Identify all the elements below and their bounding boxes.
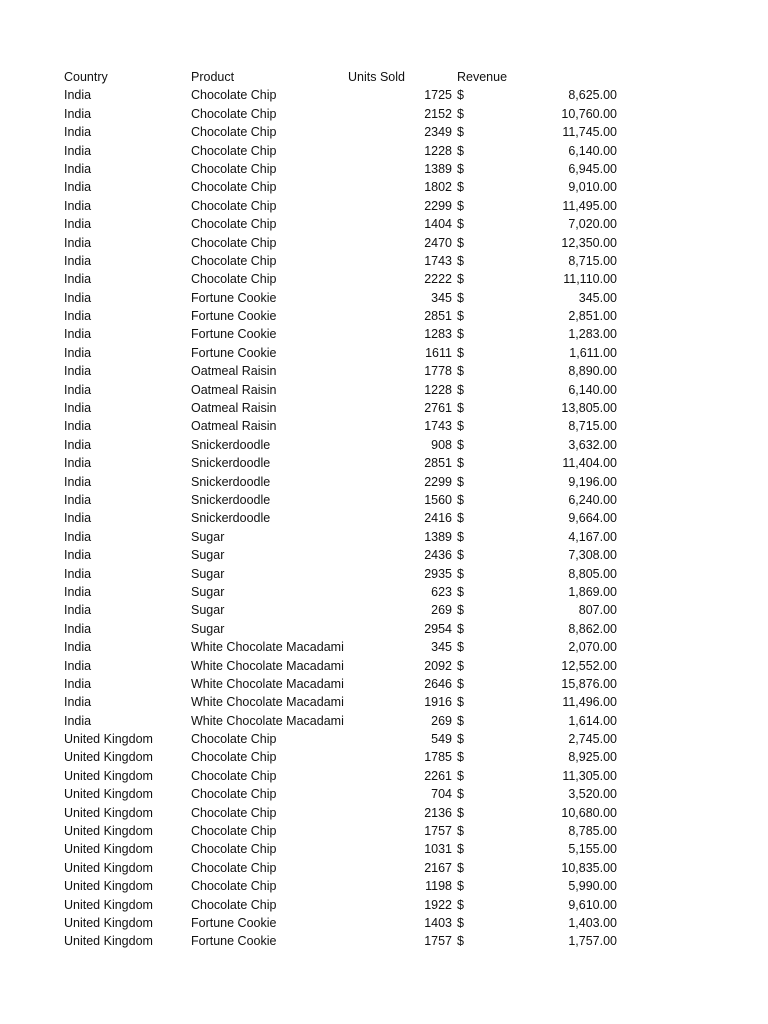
table-row	[0, 840, 768, 858]
product-cell: Chocolate Chip	[191, 879, 277, 894]
table-row	[0, 215, 768, 233]
currency-symbol: $	[457, 235, 464, 250]
currency-symbol: $	[457, 88, 464, 103]
units-sold-cell: 2935	[424, 566, 452, 581]
product-cell: Sugar	[191, 621, 225, 636]
revenue-amount-cell: 1,611.00	[569, 345, 617, 360]
table-row	[0, 325, 768, 343]
table-row	[0, 712, 768, 730]
revenue-amount-cell: 7,020.00	[568, 217, 617, 232]
country-cell: India	[64, 529, 92, 544]
revenue-amount-cell: 10,680.00	[561, 805, 617, 820]
table-row	[0, 546, 768, 564]
revenue-amount-cell: 15,876.00	[561, 676, 617, 691]
product-cell: Fortune Cookie	[191, 915, 277, 930]
product-cell: Sugar	[191, 566, 225, 581]
units-sold-cell: 2851	[424, 456, 452, 471]
units-sold-cell: 2261	[424, 768, 452, 783]
currency-symbol: $	[457, 529, 464, 544]
table-row	[0, 785, 768, 803]
product-cell: Chocolate Chip	[191, 842, 277, 857]
product-cell: Chocolate Chip	[191, 88, 277, 103]
revenue-amount-cell: 8,890.00	[568, 364, 617, 379]
currency-symbol: $	[457, 364, 464, 379]
revenue-amount-cell: 1,403.00	[568, 915, 617, 930]
revenue-amount-cell: 8,805.00	[568, 566, 617, 581]
product-cell: Snickerdoodle	[191, 474, 271, 489]
currency-symbol: $	[457, 713, 464, 728]
units-sold-cell: 2092	[424, 658, 452, 673]
table-row	[0, 123, 768, 141]
revenue-amount-cell: 11,404.00	[562, 456, 617, 471]
table-row	[0, 767, 768, 785]
table-row	[0, 693, 768, 711]
units-sold-cell: 2954	[424, 621, 452, 636]
table-row	[0, 362, 768, 380]
table-row	[0, 270, 768, 288]
units-sold-cell: 1802	[424, 180, 452, 195]
table-row	[0, 730, 768, 748]
units-sold-cell: 1611	[425, 345, 452, 360]
revenue-amount-cell: 8,715.00	[568, 253, 617, 268]
units-sold-cell: 345	[431, 640, 452, 655]
country-cell: India	[64, 492, 92, 507]
product-cell: Chocolate Chip	[191, 860, 277, 875]
product-cell: Snickerdoodle	[191, 511, 271, 526]
currency-symbol: $	[457, 125, 464, 140]
revenue-amount-cell: 11,495.00	[562, 198, 617, 213]
table-row	[0, 822, 768, 840]
table-row	[0, 105, 768, 123]
units-sold-cell: 1725	[424, 88, 452, 103]
revenue-amount-cell: 7,308.00	[568, 548, 617, 563]
revenue-amount-cell: 12,350.00	[561, 235, 617, 250]
units-sold-cell: 1389	[424, 161, 452, 176]
country-cell: India	[64, 382, 92, 397]
revenue-amount-cell: 2,070.00	[568, 640, 617, 655]
table-row	[0, 638, 768, 656]
country-cell: United Kingdom	[64, 879, 153, 894]
revenue-amount-cell: 8,715.00	[568, 419, 617, 434]
product-cell: Fortune Cookie	[191, 327, 277, 342]
product-cell: Chocolate Chip	[191, 253, 277, 268]
units-sold-cell: 908	[431, 437, 452, 452]
currency-symbol: $	[457, 603, 464, 618]
table-row	[0, 307, 768, 325]
country-cell: India	[64, 713, 92, 728]
revenue-amount-cell: 9,664.00	[568, 511, 617, 526]
units-sold-cell: 2299	[424, 474, 452, 489]
table-row	[0, 473, 768, 491]
revenue-amount-cell: 1,614.00	[568, 713, 617, 728]
units-sold-cell: 549	[431, 732, 452, 747]
country-cell: India	[64, 327, 92, 342]
units-sold-cell: 2167	[424, 860, 452, 875]
table-row	[0, 748, 768, 766]
units-sold-cell: 1403	[424, 915, 452, 930]
product-cell: White Chocolate Macadami	[191, 640, 344, 655]
units-sold-cell: 2152	[424, 106, 452, 121]
revenue-amount-cell: 8,625.00	[568, 88, 617, 103]
currency-symbol: $	[457, 382, 464, 397]
revenue-amount-cell: 6,140.00	[568, 382, 617, 397]
header-revenue: Revenue	[457, 70, 508, 84]
country-cell: India	[64, 198, 92, 213]
units-sold-cell: 1560	[424, 492, 452, 507]
product-cell: Fortune Cookie	[191, 290, 277, 305]
units-sold-cell: 269	[431, 603, 452, 618]
country-cell: United Kingdom	[64, 787, 153, 802]
product-cell: Fortune Cookie	[191, 934, 277, 949]
units-sold-cell: 1778	[424, 364, 452, 379]
country-cell: India	[64, 401, 92, 416]
table-row	[0, 620, 768, 638]
table-body	[0, 86, 768, 950]
country-cell: India	[64, 309, 92, 324]
units-sold-cell: 2761	[424, 401, 452, 416]
currency-symbol: $	[457, 897, 464, 912]
currency-symbol: $	[457, 253, 464, 268]
currency-symbol: $	[457, 787, 464, 802]
country-cell: India	[64, 345, 92, 360]
product-cell: White Chocolate Macadami	[191, 658, 344, 673]
product-cell: Oatmeal Raisin	[191, 419, 277, 434]
product-cell: Chocolate Chip	[191, 235, 277, 250]
table-row	[0, 877, 768, 895]
country-cell: India	[64, 695, 92, 710]
units-sold-cell: 1198	[425, 879, 452, 894]
revenue-amount-cell: 8,785.00	[568, 824, 617, 839]
table-row	[0, 657, 768, 675]
header-product: Product	[191, 70, 235, 84]
country-cell: India	[64, 548, 92, 563]
units-sold-cell: 1743	[424, 253, 452, 268]
table-row	[0, 932, 768, 950]
country-cell: India	[64, 125, 92, 140]
product-cell: Sugar	[191, 529, 225, 544]
country-cell: India	[64, 272, 92, 287]
currency-symbol: $	[457, 584, 464, 599]
units-sold-cell: 1228	[424, 143, 452, 158]
header-units-sold: Units Sold	[348, 70, 405, 84]
country-cell: United Kingdom	[64, 750, 153, 765]
product-cell: Chocolate Chip	[191, 180, 277, 195]
table-row	[0, 675, 768, 693]
units-sold-cell: 1283	[424, 327, 452, 342]
product-cell: Chocolate Chip	[191, 897, 277, 912]
country-cell: United Kingdom	[64, 768, 153, 783]
units-sold-cell: 1031	[424, 842, 452, 857]
currency-symbol: $	[457, 695, 464, 710]
table-row	[0, 436, 768, 454]
product-cell: Chocolate Chip	[191, 217, 277, 232]
table-row	[0, 859, 768, 877]
currency-symbol: $	[457, 511, 464, 526]
country-cell: United Kingdom	[64, 915, 153, 930]
revenue-amount-cell: 1,283.00	[568, 327, 617, 342]
units-sold-cell: 2436	[424, 548, 452, 563]
units-sold-cell: 1916	[424, 695, 452, 710]
units-sold-cell: 1757	[424, 934, 452, 949]
table-row	[0, 804, 768, 822]
country-cell: India	[64, 456, 92, 471]
units-sold-cell: 2136	[424, 805, 452, 820]
revenue-amount-cell: 3,520.00	[568, 787, 617, 802]
revenue-amount-cell: 11,110.00	[563, 272, 617, 287]
revenue-amount-cell: 5,155.00	[568, 842, 617, 857]
country-cell: United Kingdom	[64, 732, 153, 747]
currency-symbol: $	[457, 621, 464, 636]
currency-symbol: $	[457, 566, 464, 581]
table-row	[0, 289, 768, 307]
product-cell: Sugar	[191, 548, 225, 563]
product-cell: Chocolate Chip	[191, 805, 277, 820]
revenue-amount-cell: 9,610.00	[568, 897, 617, 912]
product-cell: Snickerdoodle	[191, 456, 271, 471]
units-sold-cell: 1404	[424, 217, 452, 232]
units-sold-cell: 623	[431, 584, 452, 599]
table-row	[0, 528, 768, 546]
currency-symbol: $	[457, 676, 464, 691]
currency-symbol: $	[457, 272, 464, 287]
currency-symbol: $	[457, 915, 464, 930]
product-cell: Chocolate Chip	[191, 272, 277, 287]
country-cell: India	[64, 566, 92, 581]
country-cell: United Kingdom	[64, 842, 153, 857]
currency-symbol: $	[457, 732, 464, 747]
revenue-amount-cell: 3,632.00	[568, 437, 617, 452]
currency-symbol: $	[457, 419, 464, 434]
revenue-amount-cell: 11,496.00	[562, 695, 617, 710]
currency-symbol: $	[457, 309, 464, 324]
revenue-amount-cell: 8,862.00	[568, 621, 617, 636]
revenue-amount-cell: 6,240.00	[568, 492, 617, 507]
revenue-amount-cell: 8,925.00	[568, 750, 617, 765]
revenue-amount-cell: 10,760.00	[561, 106, 617, 121]
revenue-amount-cell: 345.00	[578, 290, 617, 305]
country-cell: India	[64, 676, 92, 691]
header-country: Country	[64, 70, 108, 84]
country-cell: India	[64, 640, 92, 655]
currency-symbol: $	[457, 750, 464, 765]
country-cell: United Kingdom	[64, 805, 153, 820]
table-row	[0, 491, 768, 509]
revenue-amount-cell: 1,869.00	[568, 584, 617, 599]
product-cell: Chocolate Chip	[191, 106, 277, 121]
table-row	[0, 160, 768, 178]
table-row	[0, 381, 768, 399]
currency-symbol: $	[457, 879, 464, 894]
country-cell: India	[64, 217, 92, 232]
units-sold-cell: 1743	[424, 419, 452, 434]
table-row	[0, 914, 768, 932]
currency-symbol: $	[457, 548, 464, 563]
table-row	[0, 509, 768, 527]
country-cell: United Kingdom	[64, 860, 153, 875]
country-cell: United Kingdom	[64, 897, 153, 912]
revenue-amount-cell: 10,835.00	[561, 860, 617, 875]
currency-symbol: $	[457, 106, 464, 121]
table-row	[0, 583, 768, 601]
product-cell: Snickerdoodle	[191, 437, 271, 452]
sales-table	[0, 68, 768, 951]
units-sold-cell: 2299	[424, 198, 452, 213]
revenue-amount-cell: 2,745.00	[568, 732, 617, 747]
units-sold-cell: 2470	[424, 235, 452, 250]
country-cell: India	[64, 253, 92, 268]
country-cell: India	[64, 474, 92, 489]
units-sold-cell: 1922	[424, 897, 452, 912]
product-cell: Chocolate Chip	[191, 768, 277, 783]
currency-symbol: $	[457, 345, 464, 360]
revenue-amount-cell: 4,167.00	[568, 529, 617, 544]
currency-symbol: $	[457, 658, 464, 673]
country-cell: India	[64, 180, 92, 195]
currency-symbol: $	[457, 640, 464, 655]
table-row	[0, 565, 768, 583]
currency-symbol: $	[457, 161, 464, 176]
table-row	[0, 344, 768, 362]
revenue-amount-cell: 807.00	[578, 603, 617, 618]
units-sold-cell: 345	[431, 290, 452, 305]
table-row	[0, 601, 768, 619]
revenue-amount-cell: 11,745.00	[562, 125, 617, 140]
table-row	[0, 86, 768, 104]
currency-symbol: $	[457, 143, 464, 158]
product-cell: Chocolate Chip	[191, 824, 277, 839]
units-sold-cell: 2222	[424, 272, 452, 287]
revenue-amount-cell: 6,945.00	[568, 161, 617, 176]
units-sold-cell: 1389	[424, 529, 452, 544]
currency-symbol: $	[457, 842, 464, 857]
revenue-amount-cell: 2,851.00	[568, 309, 617, 324]
currency-symbol: $	[457, 860, 464, 875]
product-cell: Oatmeal Raisin	[191, 382, 277, 397]
country-cell: India	[64, 106, 92, 121]
table-row	[0, 234, 768, 252]
currency-symbol: $	[457, 934, 464, 949]
currency-symbol: $	[457, 456, 464, 471]
units-sold-cell: 2646	[424, 676, 452, 691]
table-row	[0, 454, 768, 472]
revenue-amount-cell: 11,305.00	[562, 768, 617, 783]
product-cell: Fortune Cookie	[191, 309, 277, 324]
table-row	[0, 142, 768, 160]
units-sold-cell: 704	[431, 787, 452, 802]
country-cell: India	[64, 143, 92, 158]
revenue-amount-cell: 1,757.00	[568, 934, 617, 949]
country-cell: India	[64, 419, 92, 434]
units-sold-cell: 1228	[424, 382, 452, 397]
table-row	[0, 399, 768, 417]
units-sold-cell: 2851	[424, 309, 452, 324]
product-cell: White Chocolate Macadami	[191, 676, 344, 691]
country-cell: India	[64, 437, 92, 452]
currency-symbol: $	[457, 492, 464, 507]
units-sold-cell: 1757	[424, 824, 452, 839]
revenue-amount-cell: 13,805.00	[561, 401, 617, 416]
country-cell: India	[64, 290, 92, 305]
country-cell: India	[64, 584, 92, 599]
currency-symbol: $	[457, 180, 464, 195]
product-cell: Snickerdoodle	[191, 492, 271, 507]
currency-symbol: $	[457, 327, 464, 342]
country-cell: India	[64, 511, 92, 526]
table-row	[0, 252, 768, 270]
product-cell: Oatmeal Raisin	[191, 364, 277, 379]
currency-symbol: $	[457, 768, 464, 783]
revenue-amount-cell: 9,196.00	[568, 474, 617, 489]
currency-symbol: $	[457, 401, 464, 416]
product-cell: White Chocolate Macadami	[191, 713, 344, 728]
product-cell: Chocolate Chip	[191, 125, 277, 140]
currency-symbol: $	[457, 474, 464, 489]
units-sold-cell: 2416	[424, 511, 452, 526]
revenue-amount-cell: 9,010.00	[568, 180, 617, 195]
currency-symbol: $	[457, 805, 464, 820]
product-cell: Chocolate Chip	[191, 732, 277, 747]
table-row	[0, 197, 768, 215]
revenue-amount-cell: 5,990.00	[568, 879, 617, 894]
table-row	[0, 896, 768, 914]
table-row	[0, 417, 768, 435]
units-sold-cell: 269	[431, 713, 452, 728]
country-cell: India	[64, 364, 92, 379]
country-cell: India	[64, 235, 92, 250]
product-cell: Sugar	[191, 603, 225, 618]
country-cell: India	[64, 161, 92, 176]
product-cell: Chocolate Chip	[191, 143, 277, 158]
table-row	[0, 178, 768, 196]
product-cell: Sugar	[191, 584, 225, 599]
currency-symbol: $	[457, 290, 464, 305]
product-cell: Chocolate Chip	[191, 787, 277, 802]
product-cell: Chocolate Chip	[191, 161, 277, 176]
product-cell: White Chocolate Macadami	[191, 695, 344, 710]
product-cell: Fortune Cookie	[191, 345, 277, 360]
units-sold-cell: 2349	[424, 125, 452, 140]
currency-symbol: $	[457, 437, 464, 452]
product-cell: Chocolate Chip	[191, 750, 277, 765]
revenue-amount-cell: 6,140.00	[568, 143, 617, 158]
country-cell: India	[64, 621, 92, 636]
country-cell: India	[64, 88, 92, 103]
units-sold-cell: 1785	[424, 750, 452, 765]
country-cell: United Kingdom	[64, 824, 153, 839]
country-cell: United Kingdom	[64, 934, 153, 949]
product-cell: Oatmeal Raisin	[191, 401, 277, 416]
country-cell: India	[64, 658, 92, 673]
country-cell: India	[64, 603, 92, 618]
header-row	[0, 68, 768, 86]
product-cell: Chocolate Chip	[191, 198, 277, 213]
revenue-amount-cell: 12,552.00	[561, 658, 617, 673]
currency-symbol: $	[457, 217, 464, 232]
currency-symbol: $	[457, 198, 464, 213]
currency-symbol: $	[457, 824, 464, 839]
